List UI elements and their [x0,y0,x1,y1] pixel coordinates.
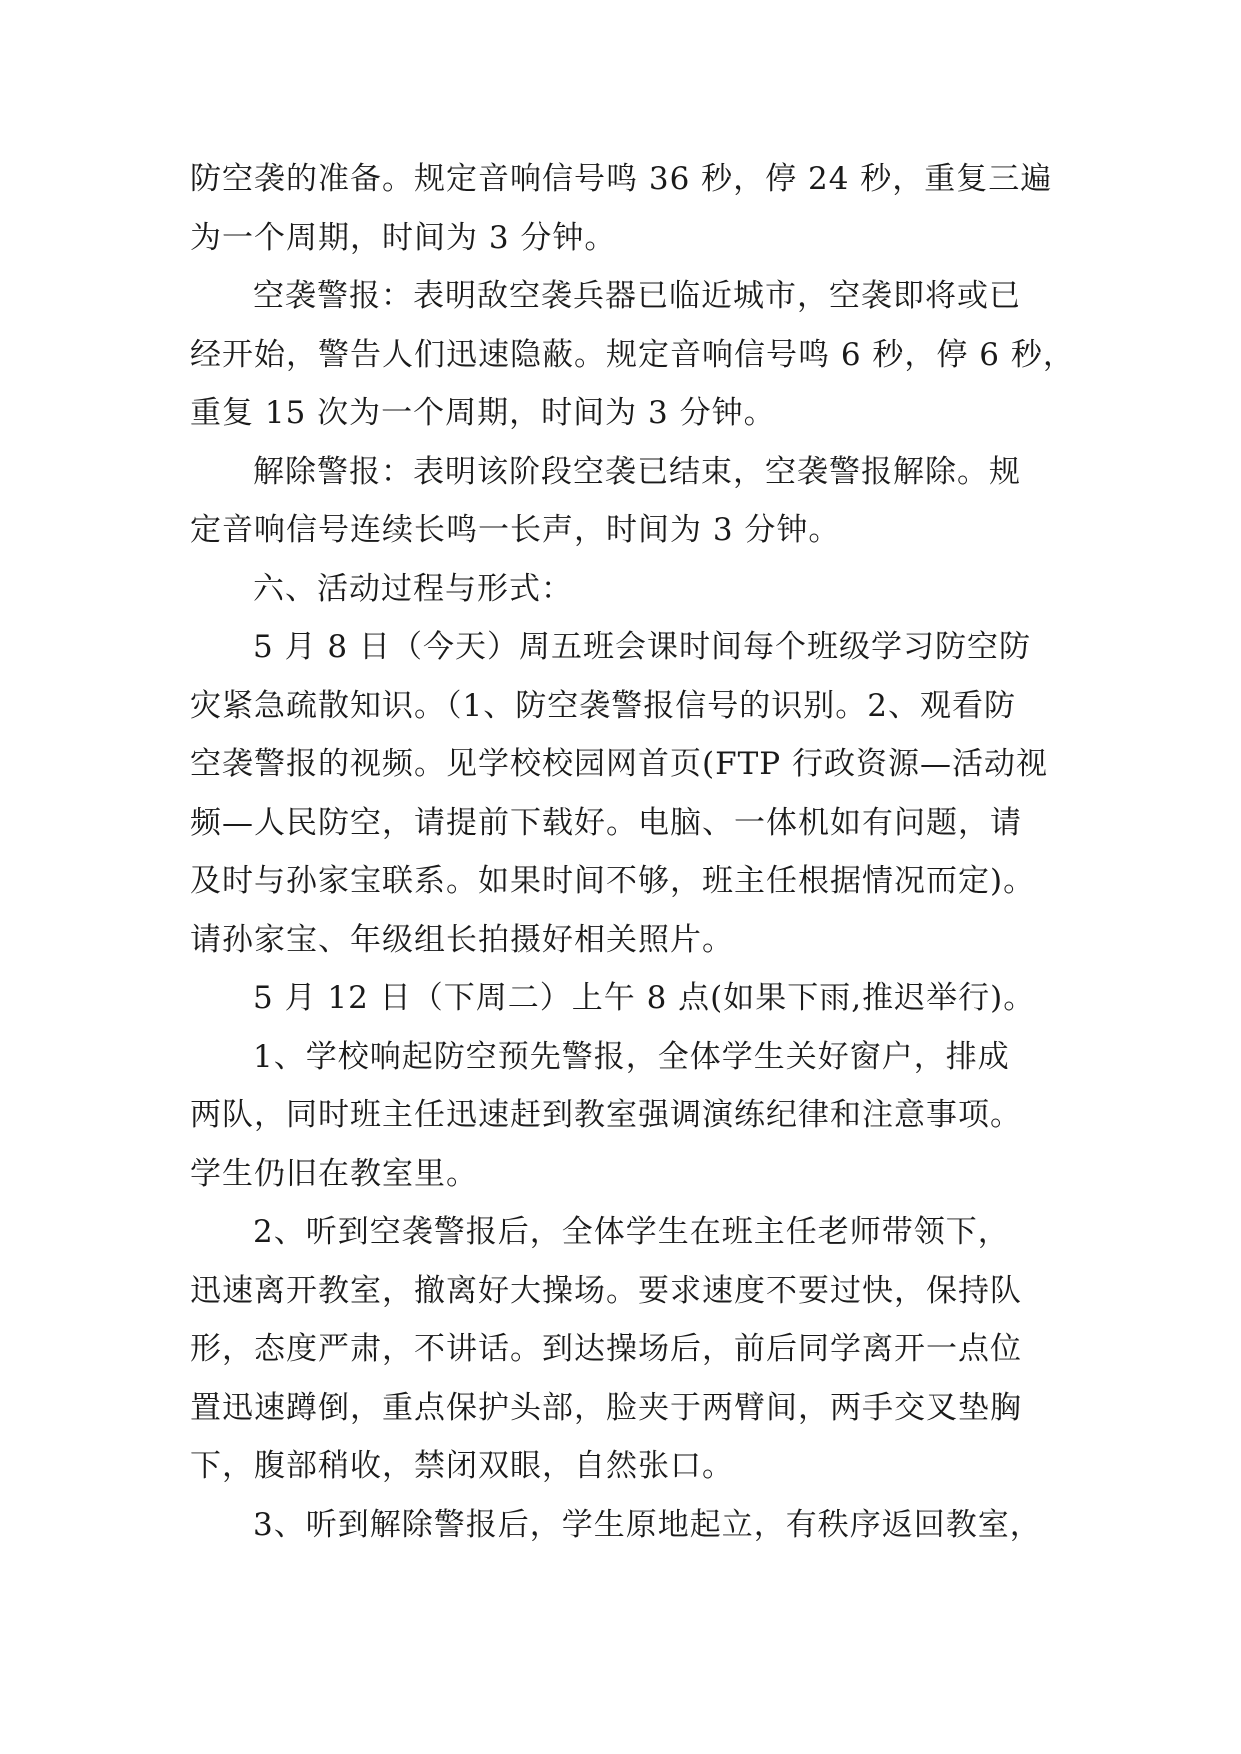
text-line: 迅速离开教室，撤离好大操场。要求速度不要过快，保持队 [190,1272,1022,1309]
text-line: 防空袭的准备。规定音响信号鸣 36 秒，停 24 秒，重复三遍 [190,161,1053,197]
text-line: 及时与孙家宝联系。如果时间不够，班主任根据情况而定)。 [190,863,1036,899]
text-line: 两队，同时班主任迅速赶到教室强调演练纪律和注意事项。 [190,1097,1022,1133]
text-line: 2、听到空袭警报后，全体学生在班主任老师带领下， [253,1214,1010,1250]
text-line: 3、听到解除警报后，学生原地起立，有秩序返回教室， [253,1506,1042,1543]
text-line: 置迅速蹲倒，重点保护头部，脸夹于两臂间，两手交叉垫胸 [190,1389,1022,1426]
text-line: 5 月 8 日（今天）周五班会课时间每个班级学习防空防 [253,629,1032,665]
body-text [190,150,1075,1554]
text-line: 解除警报：表明该阶段空袭已结束，空袭警报解除。规 [253,453,1021,490]
text-line: 1、学校响起防空预先警报，全体学生关好窗户，排成 [253,1038,1010,1075]
text-line: 频—人民防空，请提前下载好。电脑、一体机如有问题，请 [190,804,1022,841]
text-line: 定音响信号连续长鸣一长声，时间为 3 分钟。 [190,512,841,548]
text-line: 学生仍旧在教室里。 [190,1155,478,1192]
text-line: 为一个周期，时间为 3 分钟。 [190,219,617,256]
text-line: 空袭警报：表明敌空袭兵器已临近城市，空袭即将或已 [253,278,1021,314]
text-line: 5 月 12 日（下周二）上午 8 点(如果下雨,推迟举行)。 [253,980,1036,1016]
text-line: 灾紧急疏散知识。（1、防空袭警报信号的识别。2、观看防 [190,687,1016,724]
text-line: 形，态度严肃，不讲话。到达操场后，前后同学离开一点位 [190,1331,1022,1367]
text-line: 请孙家宝、年级组长拍摄好相关照片。 [190,921,734,958]
text-line: 重复 15 次为一个周期，时间为 3 分钟。 [190,395,776,431]
text-line: 下，腹部稍收，禁闭双眼，自然张口。 [190,1448,734,1484]
text-line: 六、活动过程与形式： [253,570,573,607]
text-line: 空袭警报的视频。见学校校园网首页(FTP 行政资源—活动视 [190,746,1048,782]
text-line: 经开始，警告人们迅速隐蔽。规定音响信号鸣 6 秒，停 6 秒， [190,336,1075,373]
